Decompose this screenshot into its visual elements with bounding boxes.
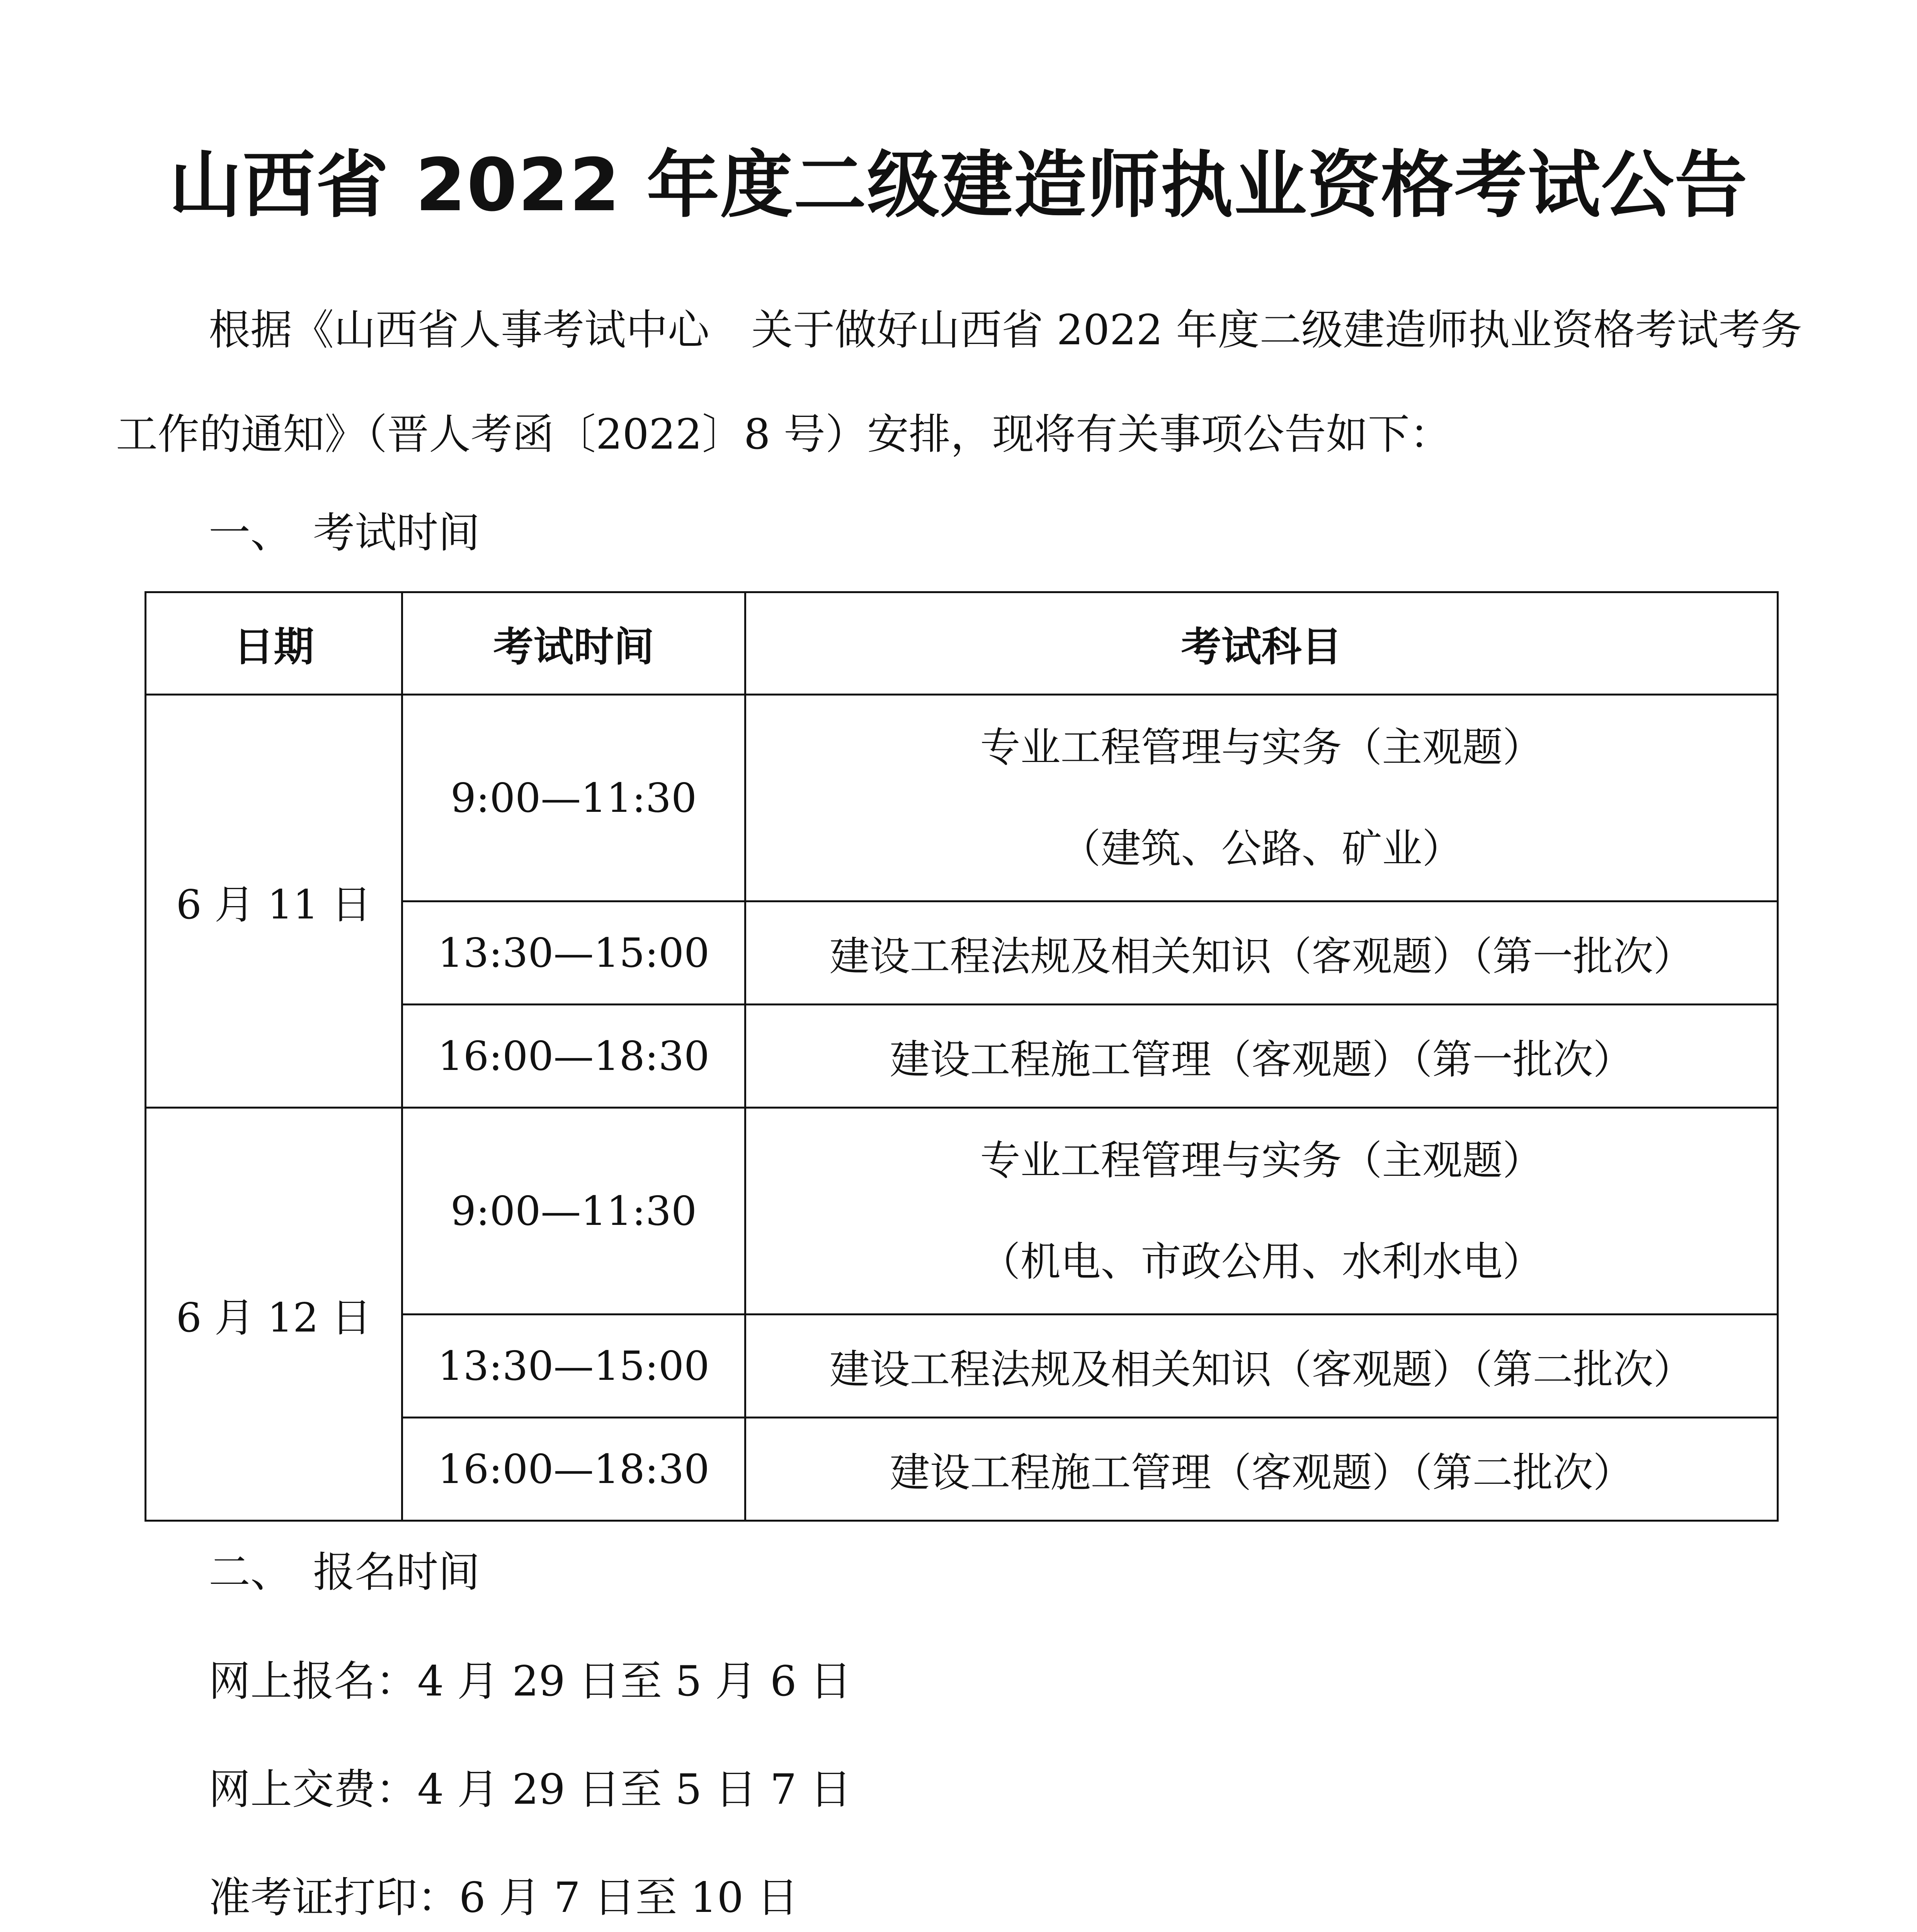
subject-line: 专业工程管理与实务（主观题） [980,724,1543,771]
time-cell: 16:00—18:30 [402,1418,745,1521]
subject-line: （建筑、公路、矿业） [1060,825,1463,872]
table-header-row [146,592,1778,695]
subject-line: 专业工程管理与实务（主观题） [980,1137,1543,1184]
section-heading-registration-time: 二、 报名时间 [209,1548,480,1597]
subject-cell: 建设工程法规及相关知识（客观题）（第二批次） [745,1315,1778,1418]
subject-cell: 建设工程施工管理（客观题）（第二批次） [745,1418,1778,1521]
subject-cell: 建设工程施工管理（客观题）（第一批次） [745,1005,1778,1108]
table-row [146,695,1778,901]
date-cell-day1: 6 月 11 日 [146,695,402,1108]
subject-cell [745,1108,1778,1315]
time-cell: 9:00—11:30 [402,695,745,901]
online-payment-line: 网上交费：4 月 29 日至 5 日 7 日 [209,1765,852,1814]
header-exam-time: 考试时间 [402,592,745,695]
subject-cell: 建设工程法规及相关知识（客观题）（第一批次） [745,901,1778,1005]
table-row [146,1108,1778,1315]
subject-line: （机电、市政公用、水利水电） [980,1238,1543,1285]
time-cell: 16:00—18:30 [402,1005,745,1108]
time-cell: 9:00—11:30 [402,1108,745,1315]
subject-cell [745,695,1778,901]
online-registration-line: 网上报名：4 月 29 日至 5 月 6 日 [209,1657,852,1706]
page-title: 山西省 2022 年度二级建造师执业资格考试公告 [169,143,1748,228]
intro-paragraph: 根据《山西省人事考试中心 关于做好山西省 2022 年度二级建造师执业资格考试考务工作的通知》（晋人考函〔2022〕8 号）安排，现将有关事项公告如下： [116,306,1802,459]
header-date: 日期 [146,592,402,695]
exam-schedule-table [145,591,1779,1522]
date-cell-day2: 6 月 12 日 [146,1108,402,1521]
section-heading-exam-time: 一、 考试时间 [209,509,480,557]
time-cell: 13:30—15:00 [402,1315,745,1418]
header-exam-subject: 考试科目 [745,592,1778,695]
time-cell: 13:30—15:00 [402,901,745,1005]
admission-ticket-line: 准考证打印：6 月 7 日至 10 日 [209,1874,799,1922]
